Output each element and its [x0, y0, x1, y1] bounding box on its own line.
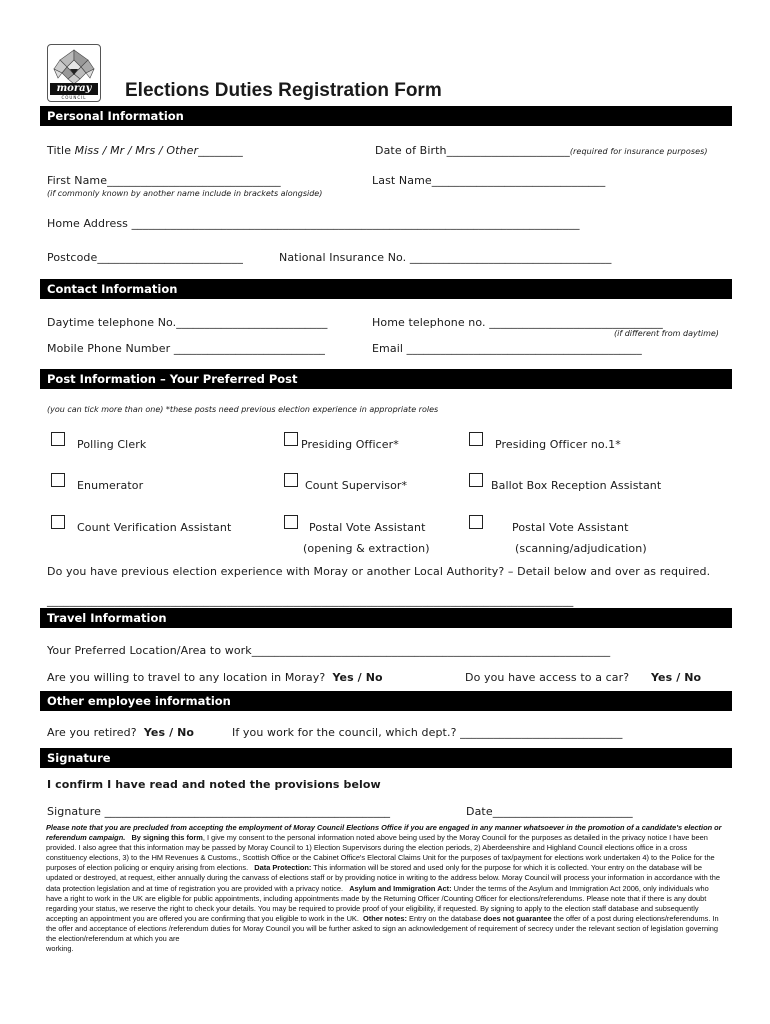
presiding-officer-checkbox[interactable]: [284, 432, 298, 446]
notes-asylum-text: Under the terms of the Asylum and Immigration Act 2006, only individuals who have a right to work in the UK are eligible for public appointments, including appointments made by the Returning Officer /Counting Officer for elections/referendums. Please note that if there is any doubt regarding your status, we reserve the right to check your details. You may be required to provide proof of your eligibility, if requested. By signing to apply to the election staff database and subsequently accepting an appointment you are offered you are confirming that you eligible to work in the UK.: [46, 883, 709, 923]
notes-consent-bold: By signing this form: [131, 833, 203, 843]
section-header-personal: Personal Information: [40, 106, 732, 126]
council-logo: [47, 44, 101, 102]
enumerator-label: Enumerator: [77, 479, 144, 492]
first-name-field[interactable]: First Name_______________________________: [47, 174, 281, 187]
travel-question-label: Are you willing to travel to any location in Moray?: [47, 671, 326, 684]
daytime-phone-field[interactable]: Daytime telephone No.___________________________: [47, 316, 328, 329]
home-phone-note: (if different from daytime): [614, 329, 719, 338]
enumerator-checkbox[interactable]: [51, 473, 65, 487]
title-field[interactable]: [47, 144, 243, 157]
email-field[interactable]: Email __________________________________________: [372, 342, 642, 355]
presiding-officer-no1-checkbox[interactable]: [469, 432, 483, 446]
postcode-field[interactable]: Postcode__________________________: [47, 251, 243, 264]
ni-number-field[interactable]: National Insurance No. ____________________________________: [279, 251, 612, 264]
section-header-post: Post Information – Your Preferred Post: [40, 369, 732, 389]
ballot-box-reception-label: Ballot Box Reception Assistant: [491, 479, 662, 492]
postal-vote-opening-sub: (opening & extraction): [303, 542, 430, 555]
form-title: Elections Duties Registration Form: [125, 80, 442, 101]
notes-data-text: This information will be stored and used only for the purpose for which it is collected. Your entry on the database will be updated or destroyed, at request, either annually during the canvass of elections staff or by providing notice in writing to the address below. Moray Council will process your information in accordance with the data protection legislation and at time of registration you are provided with a privacy notice.: [46, 863, 721, 893]
experience-line[interactable]: ______________________________________________________________________________________________: [47, 594, 574, 607]
notes-lead: Please note that you are precluded from accepting the employment of Moray Council Elections Office if you are engaged in any manner whatsoever in the promotion of a candidate's election or referendum campaign.: [46, 823, 722, 843]
car-yes-no[interactable]: Yes / No: [651, 671, 702, 684]
experience-question: Do you have previous election experience with Moray or another Local Authority? – Detail below and over as required.: [47, 565, 711, 578]
section-header-other: Other employee information: [40, 691, 732, 711]
title-line: ________: [198, 144, 243, 157]
section-header-contact: Contact Information: [40, 279, 732, 299]
signature-field[interactable]: Signature ___________________________________________________: [47, 805, 391, 818]
section-header-travel: Travel Information: [40, 608, 732, 628]
count-supervisor-label: Count Supervisor*: [305, 479, 408, 492]
retired-yes-no[interactable]: Yes / No: [143, 726, 195, 739]
count-verification-label: Count Verification Assistant: [77, 521, 232, 534]
last-name-field[interactable]: Last Name_______________________________: [372, 174, 606, 187]
ballot-box-reception-checkbox[interactable]: [469, 473, 483, 487]
date-field[interactable]: Date_________________________: [466, 805, 633, 818]
legal-notes: [46, 823, 726, 954]
section-header-signature: Signature: [40, 748, 732, 768]
notes-last-line: working.: [46, 944, 74, 954]
travel-yes-no[interactable]: Yes / No: [332, 671, 383, 684]
home-phone-field[interactable]: Home telephone no. _______________________________: [372, 316, 663, 329]
dob-field[interactable]: [375, 144, 708, 157]
retired-question-label: Are you retired?: [47, 726, 137, 739]
confirm-statement: I confirm I have read and noted the provisions below: [47, 778, 381, 791]
notes-data-bold: Data Protection:: [254, 863, 312, 873]
polling-clerk-checkbox[interactable]: [51, 432, 65, 446]
preferred-location-field[interactable]: Your Preferred Location/Area to work________________________________________________________________: [47, 644, 611, 657]
logo-emblem-icon: [48, 47, 100, 87]
polling-clerk-label: Polling Clerk: [77, 438, 147, 451]
dob-label: Date of Birth: [375, 144, 447, 157]
postal-vote-scanning-label: Postal Vote Assistant: [512, 521, 629, 534]
mobile-phone-field[interactable]: Mobile Phone Number ___________________________: [47, 342, 326, 355]
home-address-field[interactable]: Home Address ________________________________________________________________________________: [47, 217, 580, 230]
presiding-officer-no1-label: Presiding Officer no.1*: [495, 438, 621, 451]
notes-paragraph: [46, 823, 726, 944]
postal-vote-opening-label: Postal Vote Assistant: [309, 521, 426, 534]
logo-wordmark: moray: [50, 83, 98, 95]
notes-consent-text: , I give my consent to the personal information noted above being used by the Moray Council for the purposes as detailed in the privacy notice I have been provided. I also agree that this information may be passed by Moray Council to 1) Election Supervisors during the election periods, 2) Aberdeenshire and Highland Council elections office in a cross constituency elections, 3) to the HM Revenues & Customs., Scottish Office or the Cabinet Office's Electoral Claims Unit for the purposes of tax/payment for elections work undertaken 4) to the Police for the purposes of election policing or enquiry arising from elections.: [46, 833, 715, 873]
post-note: (you can tick more than one) *these posts need previous election experience in appropriate roles: [47, 405, 439, 414]
presiding-officer-label: Presiding Officer*: [301, 438, 399, 451]
notes-asylum-bold: Asylum and Immigration Act:: [349, 883, 452, 893]
notes-other-text: Entry on the database: [406, 913, 484, 923]
retired-question: [47, 726, 194, 739]
count-supervisor-checkbox[interactable]: [284, 473, 298, 487]
notes-guarantee-text: the offer of a post during elections/referendums. In the offer and acceptance of elections /referendum duties for Moray Council you will be further asked to sign an acknowledgement of requirement of secrecy under the relevant section of legislation governing the election/referendum at which you are: [46, 913, 719, 944]
postal-vote-scanning-checkbox[interactable]: [469, 515, 483, 529]
council-dept-field[interactable]: If you work for the council, which dept.? _____________________________: [232, 726, 623, 739]
postal-vote-scanning-sub: (scanning/adjudication): [515, 542, 647, 555]
dob-line: ______________________: [446, 144, 570, 157]
notes-guarantee-bold: does not guarantee: [483, 913, 552, 923]
first-name-note: (if commonly known by another name include in brackets alongside): [47, 189, 323, 198]
count-verification-checkbox[interactable]: [51, 515, 65, 529]
car-question: Do you have access to a car?: [465, 671, 630, 684]
logo-subtext: COUNCIL: [61, 95, 87, 100]
title-label: Title: [47, 144, 75, 157]
postal-vote-opening-checkbox[interactable]: [284, 515, 298, 529]
title-options[interactable]: Miss / Mr / Mrs / Other: [74, 144, 199, 157]
notes-other-bold: Other notes:: [363, 913, 407, 923]
travel-question: [47, 671, 383, 684]
dob-note: (required for insurance purposes): [569, 147, 708, 156]
